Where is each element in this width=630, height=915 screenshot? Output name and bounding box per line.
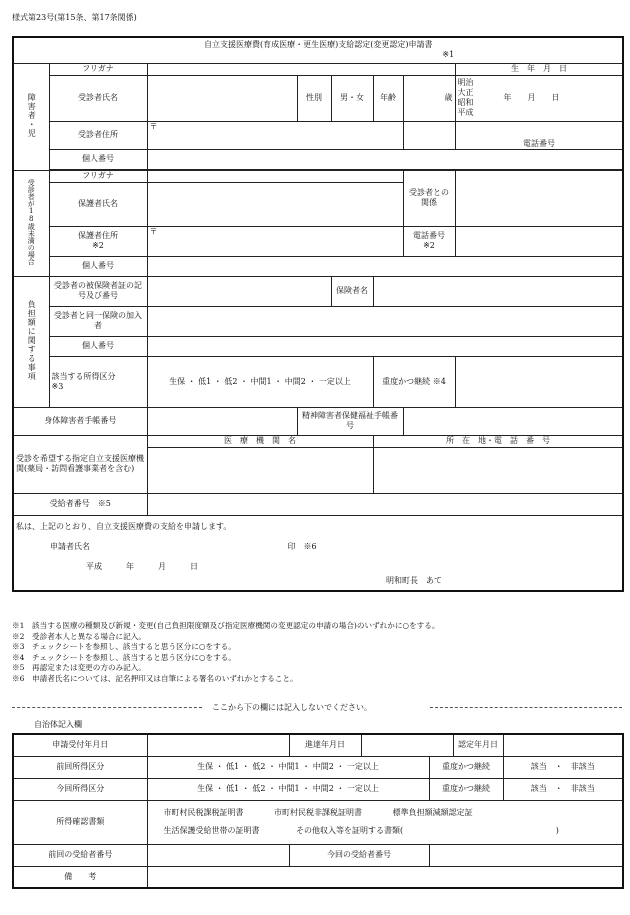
label-severe: 重度かつ継続 ※4 [373,356,455,407]
label-disability-handbook: 身体障害者手帳番号 [13,407,147,435]
curr-severe-options[interactable]: 該当 ・ 非該当 [503,778,623,800]
label-remarks: 備 考 [13,866,147,888]
input-medical-institution[interactable] [147,447,373,493]
doc-5-close: ) [555,826,559,835]
label-received: 申請受付年月日 [13,734,147,756]
separator-left [12,707,202,708]
note-3: ※3 チェックシートを参照し、該当すると思う区分に○をする。 [12,642,236,651]
addressee: 明和町長 あて [386,575,442,585]
doc-2[interactable]: 市町村民税非課税証明書 [274,808,363,817]
doc-5[interactable]: その他収入等を証明する書類( [296,826,404,835]
doc-3[interactable]: 標準負担額減額認定証 [392,808,473,817]
input-guardian-my-number[interactable] [147,256,623,276]
label-guardian-name: 保護者氏名 [49,182,147,226]
section-burden: 負担額に関する事項 [13,276,49,407]
notes [12,621,622,684]
income-class-options[interactable]: 生保 ・ 低1 ・ 低2 ・ 中間1 ・ 中間2 ・ 一定以上 [147,356,373,407]
declaration-text: 私は、上記のとおり、自立支援医療費の支給を申請します。 [16,521,232,531]
input-insurance-card[interactable] [147,276,331,306]
seal-label: 印 ※6 [287,541,317,551]
input-guardian-furigana[interactable] [147,170,403,182]
curr-income-options[interactable]: 生保 ・ 低1 ・ 低2 ・ 中間1 ・ 中間2 ・ 一定以上 [147,778,429,800]
input-disability-handbook[interactable] [147,407,297,435]
label-gender: 性別 [297,75,331,121]
section-patient: 障害者・児 [13,63,49,170]
input-mental-handbook[interactable] [403,407,623,435]
gender-options[interactable]: 男・女 [331,75,373,121]
label-prev-recipient: 前回の受給者番号 [13,844,147,866]
prev-severe-options[interactable]: 該当 ・ 非該当 [503,756,623,778]
office-table [12,733,624,889]
note-2: ※2 受診者本人と異なる場合に記入。 [12,631,146,641]
input-insurer[interactable] [373,276,623,306]
section-guardian: 受診者が18歳未満の場合 [13,170,49,276]
note-6: ※6 申請者氏名については、記名押印又は自筆による署名のいずれかとすること。 [12,673,298,683]
label-desired-institution: 受診を希望する指定自立支援医療機関(薬局・訪問看護事業者を含む) [13,435,147,493]
note-4: ※4 チェックシートを参照し、該当すると思う区分に○をする。 [12,652,236,662]
note-5: ※5 再認定または変更の方のみ記入。 [12,663,146,672]
label-relation: 受診者との関係 [403,170,455,226]
input-my-number[interactable] [147,149,623,169]
input-institution-address[interactable] [373,447,623,493]
label-curr-recipient: 今回の受給者番号 [289,844,429,866]
label-furigana: フリガナ [49,63,147,75]
label-my-number: 個人番号 [49,149,147,169]
label-recipient-number: 受給者番号 ※5 [13,493,147,515]
input-curr-recipient[interactable] [429,844,623,866]
title-cell [13,37,623,63]
title-note: ※1 [442,50,455,60]
label-age: 年齢 [373,75,403,121]
office-heading: 自治体記入欄 [34,720,82,729]
input-received[interactable] [147,734,289,756]
application-date[interactable]: 平成 年 月 日 [86,561,198,571]
label-income-class: 該当する所得区分 ※3 [49,356,147,407]
label-prev-income: 前回所得区分 [13,756,147,778]
input-relation[interactable] [455,170,623,226]
label-docs: 所得確認書類 [13,800,147,844]
label-burden-my-number: 個人番号 [49,336,147,356]
input-remarks[interactable] [147,866,623,888]
label-curr-income: 今回所得区分 [13,778,147,800]
label-forwarded: 進達年月日 [289,734,361,756]
label-guardian-my-number: 個人番号 [49,256,147,276]
application-table [12,36,624,592]
label-guardian-address: 保護者住所 ※2 [49,226,147,256]
label-phone-2: 電話番号 ※2 [403,226,455,256]
input-prev-recipient[interactable] [147,844,289,866]
label-insurance-card: 受診者の被保険者証の記号及び番号 [49,276,147,306]
label-address-phone: 所 在 地・電 話 番 号 [373,435,623,447]
postal-mark: 〒 [149,121,158,131]
prev-income-options[interactable]: 生保 ・ 低1 ・ 低2 ・ 中間1 ・ 中間2 ・ 一定以上 [147,756,429,778]
docs-row-2 [150,826,621,836]
label-mental-handbook: 精神障害者保健福祉手帳番号 [297,407,403,435]
label-insurer: 保険者名 [331,276,373,306]
form-number: 様式第23号(第15条、第17条関係) [12,13,137,22]
input-forwarded[interactable] [361,734,453,756]
doc-4[interactable]: 生活保護受給世帯の証明書 [163,826,260,835]
input-patient-address[interactable] [147,121,403,149]
separator-right [430,707,622,708]
docs-options[interactable] [147,800,623,844]
input-patient-furigana[interactable] [147,63,455,75]
label-medical-institution: 医 療 機 関 名 [147,435,373,447]
note-1: ※1 該当する医療の種類及び新規・変更(自己負担限度額及び指定医療機関の変更認定の申請の場合)のいずれかに○をする。 [12,621,440,630]
input-same-insurance[interactable] [147,306,623,336]
label-curr-severe: 重度かつ継続 [429,778,503,800]
input-patient-name[interactable] [147,75,297,121]
form-title: 自立支援医療費(育成医療・更生医療)支給認定(変更認定)申請書 [204,40,433,50]
age-unit[interactable]: 歳 [403,75,455,121]
input-approved[interactable] [503,734,623,756]
separator-text: ここから下の欄には記入しないでください。 [212,703,372,712]
postal-mark-2: 〒 [149,226,158,236]
label-patient-name: 受診者氏名 [49,75,147,121]
input-burden-my-number[interactable] [147,336,623,356]
label-prev-severe: 重度かつ継続 [429,756,503,778]
docs-row-1 [150,808,621,818]
input-guardian-address[interactable] [147,226,403,256]
applicant-row [16,542,621,552]
label-phone: 電話番号 [455,121,623,149]
birth-date-field[interactable] [455,75,623,121]
birth-ymd: 年 月 日 [503,93,560,102]
input-phone-2[interactable] [455,226,623,256]
input-recipient-number[interactable] [147,493,623,515]
era-options: 明治 大正 昭和 平成 [457,78,474,117]
doc-1[interactable]: 市町村民税課税証明書 [163,808,244,817]
label-birth: 生 年 月 日 [455,63,623,75]
applicant-name-label: 申請者氏名 [50,541,90,551]
label-approved: 認定年月日 [453,734,503,756]
label-same-insurance: 受診者と同一保険の加入者 [49,306,147,336]
declaration-block [13,515,623,591]
label-patient-address: 受診者住所 [49,121,147,149]
input-guardian-name[interactable] [147,182,403,226]
label-guardian-furigana: フリガナ [49,170,147,182]
